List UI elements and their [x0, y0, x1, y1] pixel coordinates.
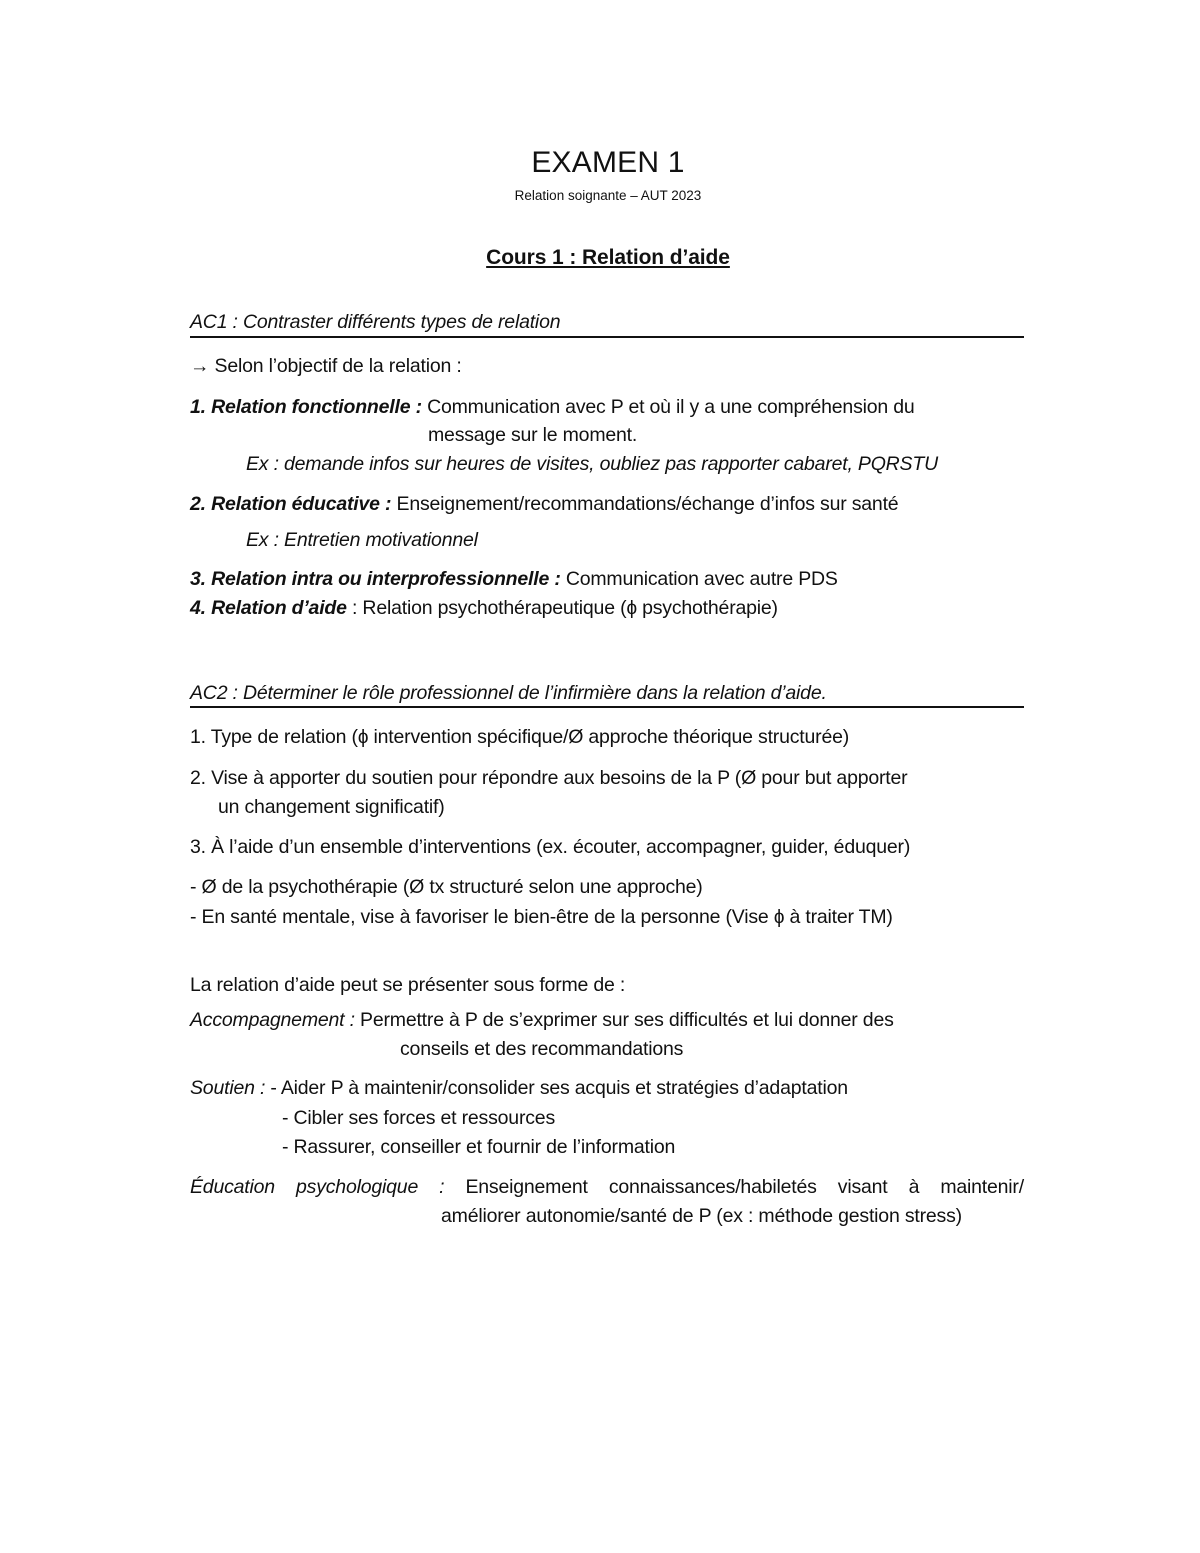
- ac1-item-4-text: : Relation psychothérapeutique (ɸ psychothérapie): [346, 597, 778, 619]
- ac2-point-2: 2. Vise à apporter du soutien pour répondre aux besoins de la P (Ø pour but apporter: [190, 767, 908, 789]
- soutien-line-2: - Cibler ses forces et ressources: [282, 1107, 555, 1129]
- course-title: Cours 1 : Relation d’aide: [486, 246, 730, 269]
- soutien-label: Soutien :: [190, 1077, 266, 1099]
- education-word: visant: [837, 1176, 888, 1198]
- ac1-item-1-text: Communication avec P et où il y a une compréhension du: [421, 396, 915, 418]
- education-line: [190, 1175, 1024, 1199]
- ac2-divider: [190, 706, 1024, 708]
- accompagnement-label: Accompagnement :: [190, 1009, 355, 1031]
- ac1-item-3: [190, 567, 838, 591]
- education-label-colon: :: [439, 1176, 445, 1198]
- education-continuation: améliorer autonomie/santé de P (ex : méthode gestion stress): [441, 1205, 962, 1227]
- ac1-item-1-label: 1. Relation fonctionnelle :: [190, 396, 422, 418]
- ac2-point-2-continuation: un changement significatif): [218, 796, 445, 818]
- education-word: à: [908, 1176, 920, 1198]
- accompagnement-continuation: conseils et des recommandations: [400, 1038, 684, 1060]
- ac1-item-3-text: Communication avec autre PDS: [560, 568, 838, 590]
- ac1-item-1-example: Ex : demande infos sur heures de visites, oubliez pas rapporter cabaret, PQRSTU: [246, 453, 938, 475]
- ac1-item-4-label: 4. Relation d’aide: [190, 597, 347, 619]
- forms-intro: La relation d’aide peut se présenter sous forme de :: [190, 974, 626, 996]
- ac2-heading: AC2 : Déterminer le rôle professionnel de l’infirmière dans la relation d’aide.: [190, 682, 827, 704]
- ac1-item-2: [190, 492, 898, 516]
- soutien-line-3: - Rassurer, conseiller et fournir de l’information: [282, 1136, 676, 1158]
- ac1-item-2-text: Enseignement/recommandations/échange d’infos sur santé: [391, 493, 899, 515]
- ac1-item-3-label: 3. Relation intra ou interprofessionnelle :: [190, 568, 561, 590]
- education-word: Enseignement: [465, 1176, 588, 1198]
- ac1-item-2-example: Ex : Entretien motivationnel: [246, 529, 478, 551]
- accompagnement-text: Permettre à P de s’exprimer sur ses difficultés et lui donner des: [354, 1009, 894, 1031]
- ac1-divider: [190, 336, 1024, 338]
- accompagnement-line: [190, 1008, 894, 1032]
- ac1-item-1: [190, 395, 915, 419]
- education-word: connaissances/habiletés: [608, 1176, 817, 1198]
- ac1-heading: AC1 : Contraster différents types de relation: [190, 311, 561, 333]
- ac2-bullet-2: - En santé mentale, vise à favoriser le bien-être de la personne (Vise ɸ à traiter TM): [190, 906, 893, 928]
- document-title: EXAMEN 1: [531, 146, 685, 179]
- ac1-item-1-continuation: message sur le moment.: [428, 424, 638, 446]
- soutien-line-1: [190, 1076, 848, 1100]
- ac2-point-3: 3. À l’aide d’un ensemble d’interventions (ex. écouter, accompagner, guider, éduquer): [190, 836, 911, 858]
- ac1-item-2-label: 2. Relation éducative :: [190, 493, 392, 515]
- education-word: maintenir/: [940, 1176, 1024, 1198]
- ac1-item-4: [190, 596, 778, 620]
- education-label-word2: psychologique: [296, 1176, 419, 1198]
- ac1-intro: → Selon l’objectif de la relation :: [190, 355, 462, 377]
- ac2-bullet-1: - Ø de la psychothérapie (Ø tx structuré selon une approche): [190, 876, 703, 898]
- soutien-text-1: - Aider P à maintenir/consolider ses acquis et stratégies d’adaptation: [265, 1077, 848, 1099]
- ac2-point-1: 1. Type de relation (ɸ intervention spécifique/Ø approche théorique structurée): [190, 726, 850, 748]
- document-subtitle: Relation soignante – AUT 2023: [514, 188, 702, 203]
- education-label-word1: Éducation: [190, 1176, 275, 1198]
